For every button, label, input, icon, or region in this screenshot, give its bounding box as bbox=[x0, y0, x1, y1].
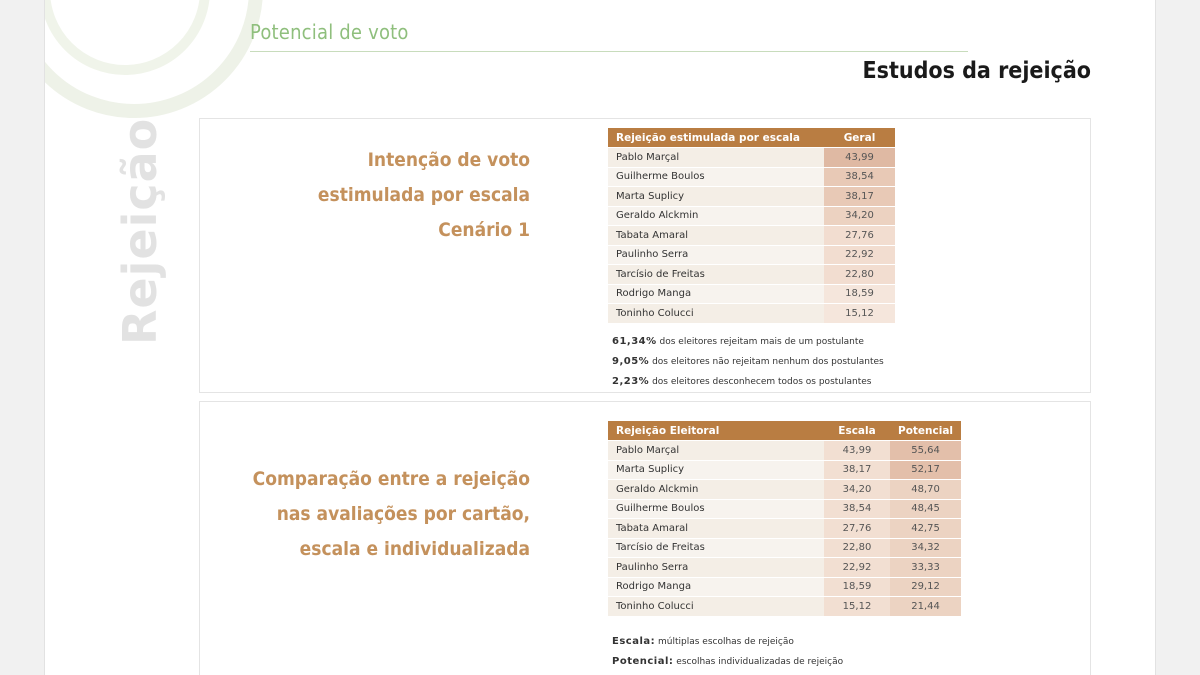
document-page bbox=[44, 0, 1156, 675]
candidate-name: Tabata Amaral bbox=[608, 226, 824, 245]
table-row bbox=[608, 480, 961, 499]
rejection-value: 22,80 bbox=[824, 265, 895, 284]
panel-title bbox=[318, 143, 530, 248]
panel-rejection-comparison bbox=[199, 401, 1091, 675]
scale-value: 27,76 bbox=[824, 519, 890, 538]
page-heading: Estudos da rejeição bbox=[862, 58, 1091, 84]
rejection-value: 34,20 bbox=[824, 207, 895, 226]
candidate-name: Tarcísio de Freitas bbox=[608, 265, 824, 284]
panel-title-line: nas avaliações por cartão, bbox=[276, 503, 530, 525]
candidate-name: Tabata Amaral bbox=[608, 519, 824, 538]
candidate-name: Pablo Marçal bbox=[608, 441, 824, 460]
table-row bbox=[608, 226, 895, 245]
scale-value: 22,92 bbox=[824, 558, 890, 577]
candidate-name: Paulinho Serra bbox=[608, 246, 824, 265]
table-row bbox=[608, 500, 961, 519]
panel-rejection-scale bbox=[199, 118, 1091, 393]
table-header: Escala bbox=[824, 421, 890, 440]
rejection-value: 22,92 bbox=[824, 246, 895, 265]
table-row bbox=[608, 285, 895, 304]
section-title: Potencial de voto bbox=[250, 20, 409, 44]
candidate-name: Marta Suplicy bbox=[608, 461, 824, 480]
candidate-name: Paulinho Serra bbox=[608, 558, 824, 577]
note-row bbox=[612, 372, 884, 392]
table-row bbox=[608, 578, 961, 597]
potential-value: 42,75 bbox=[890, 519, 961, 538]
potential-value: 21,44 bbox=[890, 597, 961, 616]
note-value: 2,23% bbox=[612, 376, 650, 387]
rejection-value: 27,76 bbox=[824, 226, 895, 245]
title-divider bbox=[250, 51, 968, 52]
candidate-name: Pablo Marçal bbox=[608, 148, 824, 167]
rejection-value: 15,12 bbox=[824, 304, 895, 323]
table-header: Rejeição Eleitoral bbox=[608, 421, 824, 440]
table-row bbox=[608, 187, 895, 206]
note-text: dos eleitores rejeitam mais de um postulante bbox=[656, 337, 864, 347]
note-row bbox=[612, 632, 843, 652]
table-row bbox=[608, 304, 895, 323]
note-value: 61,34% bbox=[612, 336, 657, 347]
scale-value: 34,20 bbox=[824, 480, 890, 499]
side-label: Rejeição bbox=[113, 117, 167, 345]
panel-title-line: Comparação entre a rejeição bbox=[252, 468, 530, 490]
candidate-name: Toninho Colucci bbox=[608, 597, 824, 616]
rejection-scale-table bbox=[608, 127, 895, 324]
panel-notes bbox=[612, 332, 884, 392]
table-row bbox=[608, 558, 961, 577]
scale-value: 43,99 bbox=[824, 441, 890, 460]
table-row bbox=[608, 207, 895, 226]
panel-title-line: escala e individualizada bbox=[299, 538, 530, 560]
candidate-name: Toninho Colucci bbox=[608, 304, 824, 323]
candidate-name: Guilherme Boulos bbox=[608, 168, 824, 187]
panel-title-line: Cenário 1 bbox=[438, 219, 530, 241]
note-row bbox=[612, 332, 884, 352]
candidate-name: Rodrigo Manga bbox=[608, 578, 824, 597]
note-row bbox=[612, 352, 884, 372]
note-text: escolhas individualizadas de rejeição bbox=[673, 657, 844, 667]
rejection-value: 18,59 bbox=[824, 285, 895, 304]
panel-title bbox=[253, 462, 530, 567]
note-text: dos eleitores desconhecem todos os postulantes bbox=[649, 377, 872, 387]
candidate-name: Guilherme Boulos bbox=[608, 500, 824, 519]
rejection-value: 38,54 bbox=[824, 168, 895, 187]
rejection-value: 43,99 bbox=[824, 148, 895, 167]
table-header: Rejeição estimulada por escala bbox=[608, 128, 824, 147]
scale-value: 18,59 bbox=[824, 578, 890, 597]
potential-value: 34,32 bbox=[890, 539, 961, 558]
note-value: 9,05% bbox=[612, 356, 650, 367]
rejection-value: 38,17 bbox=[824, 187, 895, 206]
candidate-name: Tarcísio de Freitas bbox=[608, 539, 824, 558]
panel-title-line: estimulada por escala bbox=[317, 184, 530, 206]
scale-value: 15,12 bbox=[824, 597, 890, 616]
table-row bbox=[608, 597, 961, 616]
note-row bbox=[612, 652, 843, 672]
potential-value: 48,70 bbox=[890, 480, 961, 499]
candidate-name: Marta Suplicy bbox=[608, 187, 824, 206]
candidate-name: Rodrigo Manga bbox=[608, 285, 824, 304]
scale-value: 38,54 bbox=[824, 500, 890, 519]
potential-value: 33,33 bbox=[890, 558, 961, 577]
note-text: múltiplas escolhas de rejeição bbox=[655, 637, 794, 647]
potential-value: 48,45 bbox=[890, 500, 961, 519]
rejection-comparison-table bbox=[608, 420, 961, 617]
note-label: Potencial: bbox=[612, 656, 674, 667]
table-row bbox=[608, 168, 895, 187]
note-label: Escala: bbox=[612, 636, 656, 647]
table-header: Geral bbox=[824, 128, 895, 147]
panel-title-line: Intenção de voto bbox=[367, 149, 530, 171]
table-row bbox=[608, 148, 895, 167]
panel-legend-notes bbox=[612, 632, 843, 672]
scale-value: 22,80 bbox=[824, 539, 890, 558]
note-text: dos eleitores não rejeitam nenhum dos postulantes bbox=[649, 357, 884, 367]
potential-value: 52,17 bbox=[890, 461, 961, 480]
candidate-name: Geraldo Alckmin bbox=[608, 480, 824, 499]
table-row bbox=[608, 539, 961, 558]
potential-value: 55,64 bbox=[890, 441, 961, 460]
table-row bbox=[608, 461, 961, 480]
table-row bbox=[608, 265, 895, 284]
table-row bbox=[608, 441, 961, 460]
table-header: Potencial bbox=[890, 421, 961, 440]
table-row bbox=[608, 246, 895, 265]
table-row bbox=[608, 519, 961, 538]
potential-value: 29,12 bbox=[890, 578, 961, 597]
scale-value: 38,17 bbox=[824, 461, 890, 480]
candidate-name: Geraldo Alckmin bbox=[608, 207, 824, 226]
